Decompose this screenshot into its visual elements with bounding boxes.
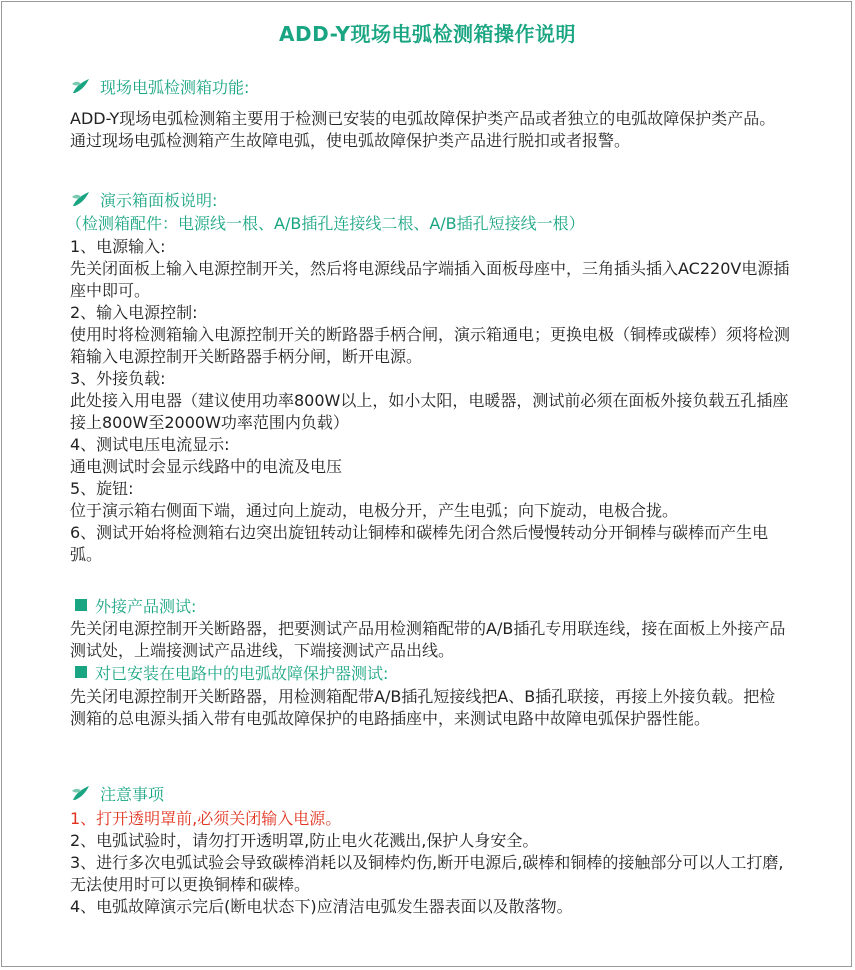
section-external-heading (70, 594, 196, 616)
panel-item-body: 使用时将检测箱输入电源控制开关的断路器手柄合闸，演示箱通电；更换电极（铜棒或碳棒）须将检测箱输入电源控制开关断路器手柄分闸，断开电源。 (70, 325, 791, 366)
section-external-body: 先关闭电源控制开关断路器，把要测试产品用检测箱配带的A/B插孔专用联连线，接在面板上外接产品测试处，上端接测试产品进线，下端接测试产品出线。 (70, 619, 786, 660)
panel-item-title: 5、旋钮: (70, 479, 134, 498)
panel-item-body: 先关闭面板上输入电源控制开关，然后将电源线品字端插入面板母座中，三角插头插入AC220V电源插座中即可。 (70, 259, 790, 300)
leaf-icon (70, 76, 92, 96)
note-item: 2、电弧试验时，请勿打开透明罩,防止电火花溅出,保护人身安全。 (70, 831, 539, 850)
section-external-title: 外接产品测试: (95, 596, 197, 616)
leaf-icon (70, 783, 92, 803)
panel-item-body: 位于演示箱右侧面下端，通过向上旋动，电极分开，产生电弧；向下旋动，电极合拢。 (70, 501, 679, 520)
section-installed-title: 对已安装在电路中的电弧故障保护器测试: (95, 663, 389, 683)
section-panel-heading (70, 188, 217, 210)
section-function-title: 现场电弧检测箱功能: (100, 77, 250, 97)
note-item: 4、电弧故障演示完后(断电状态下)应清洁电弧发生器表面以及散落物。 (70, 897, 573, 916)
accessories-note: （检测箱配件：电源线一根、A/B插孔连接线二根、A/B插孔短接线一根） (66, 214, 585, 233)
panel-item-title: 4、测试电压电流显示: (70, 435, 230, 454)
notes-list (70, 808, 790, 918)
panel-item-title: 2、输入电源控制: (70, 303, 198, 322)
panel-items (70, 236, 790, 566)
square-bullet-icon (75, 599, 87, 611)
section-installed-heading (70, 661, 388, 683)
panel-item-6: 6、测试开始将检测箱右边突出旋钮转动让铜棒和碳棒先闭合然后慢慢转动分开铜棒与碳棒而产生电弧。 (70, 523, 769, 564)
panel-item-body: 通电测试时会显示线路中的电流及电压 (70, 457, 343, 476)
panel-item-body: 此处接入用电器（建议使用功率800W以上，如小太阳，电暖器，测试前必须在面板外接负载五孔插座接上800W至2000W功率范围内负载） (70, 391, 789, 432)
page-title: ADD-Y现场电弧检测箱操作说明 (279, 22, 576, 46)
panel-item-title: 1、电源输入: (70, 237, 166, 256)
section-notes-heading (70, 782, 164, 804)
section-function-heading (70, 75, 249, 97)
note-item: 3、进行多次电弧试验会导致碳棒消耗以及铜棒灼伤,断开电源后,碳棒和铜棒的接触部分可以人工打磨,无法使用时可以更换铜棒和碳棒。 (70, 853, 784, 894)
square-bullet-icon (75, 666, 87, 678)
leaf-icon (70, 189, 92, 209)
section-panel-title: 演示箱面板说明: (100, 190, 218, 210)
note-item-warning: 1、打开透明罩前,必须关闭输入电源。 (70, 809, 342, 828)
panel-item-title: 3、外接负载: (70, 369, 166, 388)
section-function-body: ADD-Y现场电弧检测箱主要用于检测已安装的电弧故障保护类产品或者独立的电弧故障保护类产品。通过现场电弧检测箱产生故障电弧，使电弧故障保护类产品进行脱扣或者报警。 (70, 109, 776, 150)
section-notes-title: 注意事项 (100, 784, 165, 804)
section-installed-body: 先关闭电源控制开关断路器，用检测箱配带A/B插孔短接线把A、B插孔联接，再接上外接负载。把检测箱的总电源头插入带有电弧故障保护的电路插座中，来测试电路中故障电弧保护器性能。 (70, 687, 776, 728)
